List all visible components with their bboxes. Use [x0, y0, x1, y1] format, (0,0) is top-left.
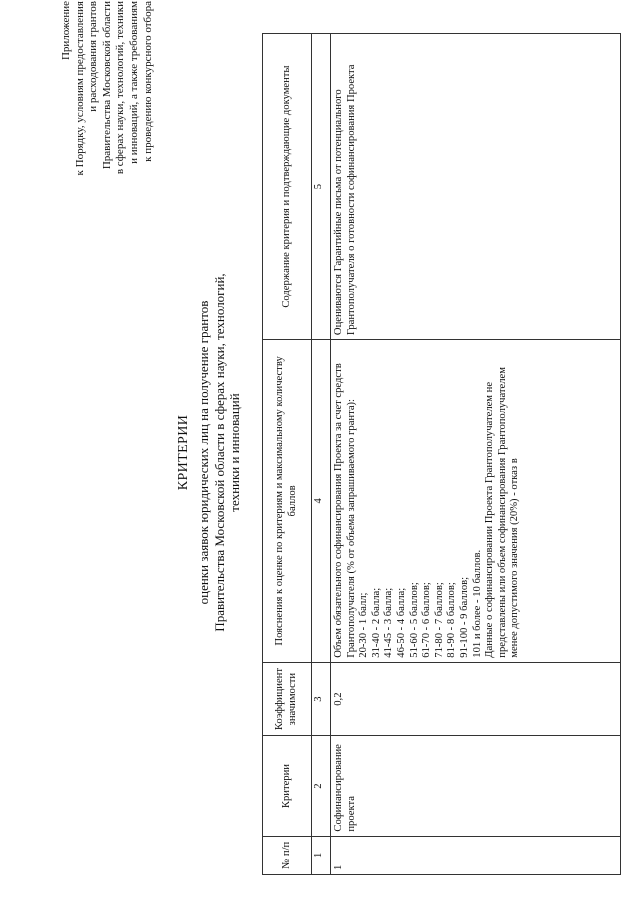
explanation-line: 91-100 - 9 баллов; [458, 576, 470, 658]
explanation-line: 41-45 - 3 балла; [383, 587, 395, 658]
explanation-line: 61-70 - 6 баллов; [421, 582, 433, 658]
document-title: КРИТЕРИИ [176, 414, 191, 491]
document-subtitle [196, 0, 243, 905]
subtitle-line: техники и инноваций [227, 393, 242, 512]
criteria-table [262, 33, 621, 875]
column-number: 5 [312, 34, 331, 340]
appendix-line: Приложение [60, 1, 72, 61]
appendix-note [60, 1, 155, 237]
row-coefficient: 0,2 [331, 662, 621, 736]
explanation-line: Данные о софинансировании Проекта Грантополучателем не представлены или объем софинансирования Грантополучателем менее допустимого значения (20%) - отказ в [484, 367, 521, 658]
appendix-line: Правительства Московской области [100, 1, 113, 170]
table-header-row [263, 34, 312, 875]
explanation-line: 71-80 - 7 баллов; [433, 582, 445, 658]
explanation-line: Объем обязательного софинансирования Проекта за счет средств Грантополучателя (% от объема запрашиваемого гранта): [333, 363, 357, 658]
column-header-number: № п/п [263, 836, 312, 874]
row-number: 1 [331, 836, 621, 874]
row-criterion: Софинансирование проекта [331, 736, 621, 836]
column-header-content: Содержание критерия и подтверждающие документы [263, 34, 312, 340]
row-content: Оцениваются Гарантийные письма от потенциального Грантополучателя о готовности софинансирования Проекта [331, 34, 621, 340]
appendix-line: и расходования грантов [87, 1, 100, 112]
subtitle-line: оценки заявок юридических лиц на получение грантов [196, 300, 211, 605]
explanation-line: 46-50 - 4 балла; [395, 587, 407, 658]
appendix-line: в сферах науки, технологий, техники [114, 1, 127, 175]
row-explanation [331, 340, 621, 663]
column-header-criteria: Критерии [263, 736, 312, 836]
column-header-coefficient: Коэффициент значимости [263, 662, 312, 736]
appendix-line: и инноваций, а также требованиям [127, 1, 140, 164]
explanation-line: 51-60 - 5 баллов; [408, 582, 420, 658]
explanation-line: 101 и более - 10 баллов. [471, 549, 483, 658]
column-number: 2 [312, 736, 331, 836]
explanation-line: 20-30 - 1 балл; [358, 592, 370, 658]
explanation-line: 31-40 - 2 балла; [370, 587, 382, 658]
column-number-row [312, 34, 331, 875]
table-row [331, 34, 621, 875]
column-number: 3 [312, 662, 331, 736]
appendix-line: к Порядку, условиям предоставления [73, 1, 86, 176]
column-number: 4 [312, 340, 331, 663]
appendix-line: к проведению конкурсного отбора [141, 1, 154, 162]
column-header-explanation: Пояснения к оценке по критериям и максимальному количеству баллов [263, 340, 312, 663]
subtitle-line: Правительства Московской области в сферах науки, технологий, [211, 273, 227, 632]
column-number: 1 [312, 836, 331, 874]
explanation-line: 81-90 - 8 баллов; [446, 582, 458, 658]
